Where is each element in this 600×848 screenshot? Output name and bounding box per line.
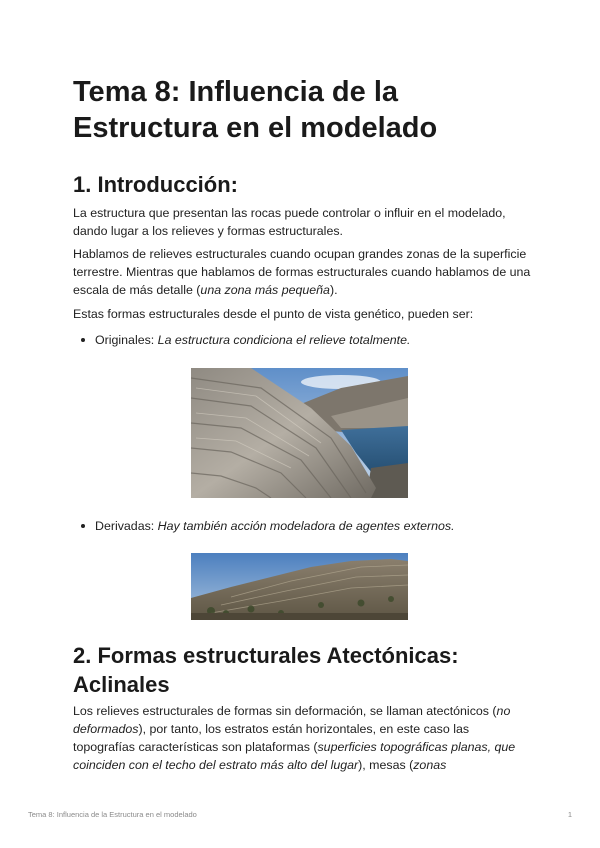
paragraph-text: ). xyxy=(329,283,338,297)
list-item-description: Hay también acción modeladora de agentes externos. xyxy=(157,519,455,533)
paragraph-text: ), mesas ( xyxy=(358,758,414,772)
photo-hillside-drawing xyxy=(191,553,408,620)
emphasis-text: zonas xyxy=(413,758,447,772)
paragraph-relieves xyxy=(73,245,533,299)
paragraph-text: Los relieves estructurales de formas sin deformación, se llaman atectónicos ( xyxy=(73,704,497,718)
paragraph-atectonicos xyxy=(73,702,533,774)
list-item-description: La estructura condiciona el relieve totalmente. xyxy=(157,333,411,347)
photo-hillside xyxy=(191,553,408,620)
section-heading-atectonicas: 2. Formas estructurales Atectónicas: Aclinales xyxy=(73,643,459,697)
bullet-icon xyxy=(81,524,85,528)
photo-tilted-strata-drawing xyxy=(191,368,408,498)
list-item-label: Derivadas: xyxy=(95,519,158,533)
photo-tilted-strata xyxy=(191,368,408,498)
page-number: 1 xyxy=(567,810,572,819)
list-item-text xyxy=(95,331,410,349)
paragraph-text: Hablamos de relieves estructurales cuando ocupan grandes zonas de la superficie terrestre. Mientras que hablamos de formas estructurales cuando hablamos de una escala de más detalle ( xyxy=(73,247,531,297)
footer-title: Tema 8: Influencia de la Estructura en el modelado xyxy=(28,810,197,819)
section-heading-introduccion: 1. Introducción: xyxy=(73,172,238,197)
paragraph-intro: La estructura que presentan las rocas puede controlar o influir en el modelado, dando lugar a los relieves y formas estructurales. xyxy=(73,206,506,238)
emphasis-text: superficies topográficas planas, que coinciden con el techo del estrato más alto del lugar xyxy=(73,740,516,772)
bullet-icon xyxy=(81,338,85,342)
paragraph-formas: Estas formas estructurales desde el punto de vista genético, pueden ser: xyxy=(73,307,474,321)
emphasis-text: una zona más pequeña xyxy=(200,283,330,297)
paragraph-text: ), por tanto, los estratos están horizontales, en este caso las topografías características son plataformas ( xyxy=(73,722,470,754)
page-title: Tema 8: Influencia de la Estructura en el modelado xyxy=(73,76,438,144)
emphasis-text: no deformados xyxy=(73,704,511,736)
list-item-text xyxy=(95,517,455,535)
list-item-label: Originales: xyxy=(95,333,158,347)
